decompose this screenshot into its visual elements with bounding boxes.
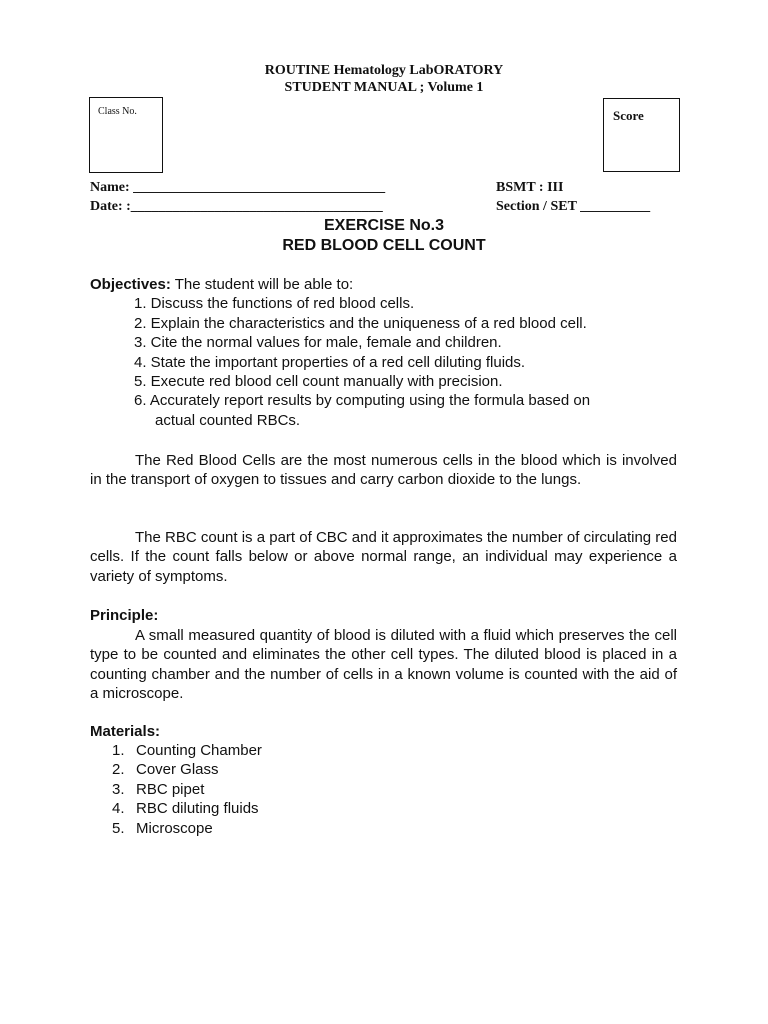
- materials-heading: Materials:: [90, 723, 161, 740]
- objective-item: 4. State the important properties of a red cell diluting fluids.: [134, 353, 526, 371]
- bsmt-field: BSMT : III: [496, 180, 564, 195]
- objectives-section: [90, 275, 690, 430]
- list-item: 1. Counting Chamber: [112, 742, 262, 759]
- exercise-number: EXERCISE No.3: [323, 217, 445, 234]
- objective-item: 3. Cite the normal values for male, female and children.: [134, 334, 502, 352]
- name-field: Name: ____________________________________: [90, 180, 386, 195]
- objective-item: 6. Accurately report results by computing using the formula based on: [134, 392, 591, 410]
- score-label: Score: [613, 108, 644, 123]
- rbc-count-paragraph: The RBC count is a part of CBC and it approximates the number of circulating red cells. If the count falls below or above normal range, an individual may experience a variety of symptoms.: [90, 529, 677, 585]
- principle-paragraph: A small measured quantity of blood is diluted with a fluid which preserves the cell type to be counted and eliminates the other cell types. The diluted blood is placed in a counting chamber and the number of cells in a known volume is counted with the aid of a microscope.: [90, 627, 677, 703]
- objectives-heading: Objectives:: [90, 276, 171, 293]
- class-number-box: [89, 97, 163, 173]
- score-box: [603, 98, 680, 172]
- objective-item: 1. Discuss the functions of red blood cells.: [134, 295, 415, 313]
- list-item: 3. RBC pipet: [112, 780, 205, 798]
- manual-subtitle: STUDENT MANUAL ; Volume 1: [284, 80, 484, 95]
- class-number-label: Class No.: [98, 106, 137, 117]
- section-set-field: Section / SET __________: [496, 199, 651, 214]
- objectives-intro: [90, 275, 690, 294]
- list-item: 5. Microscope: [112, 819, 213, 837]
- objective-item-continuation: actual counted RBCs.: [155, 411, 301, 429]
- date-field: Date: :____________________________________: [90, 199, 383, 214]
- rbc-intro-paragraph: The Red Blood Cells are the most numerous cells in the blood which is involved in the transport of oxygen to tissues and carry carbon dioxide to the lungs.: [90, 452, 677, 489]
- objective-item: 5. Execute red blood cell count manually with precision.: [134, 373, 503, 391]
- exercise-title: RED BLOOD CELL COUNT: [282, 237, 486, 254]
- list-item: 2. Cover Glass: [112, 761, 219, 779]
- principle-heading: Principle:: [90, 607, 159, 624]
- objective-item: 2. Explain the characteristics and the uniqueness of a red blood cell.: [134, 314, 587, 332]
- objectives-intro-text: The student will be able to:: [170, 276, 354, 293]
- manual-title: ROUTINE Hematology LabORATORY: [264, 63, 504, 78]
- materials-list: [112, 741, 412, 838]
- list-item: 4. RBC diluting fluids: [112, 800, 259, 818]
